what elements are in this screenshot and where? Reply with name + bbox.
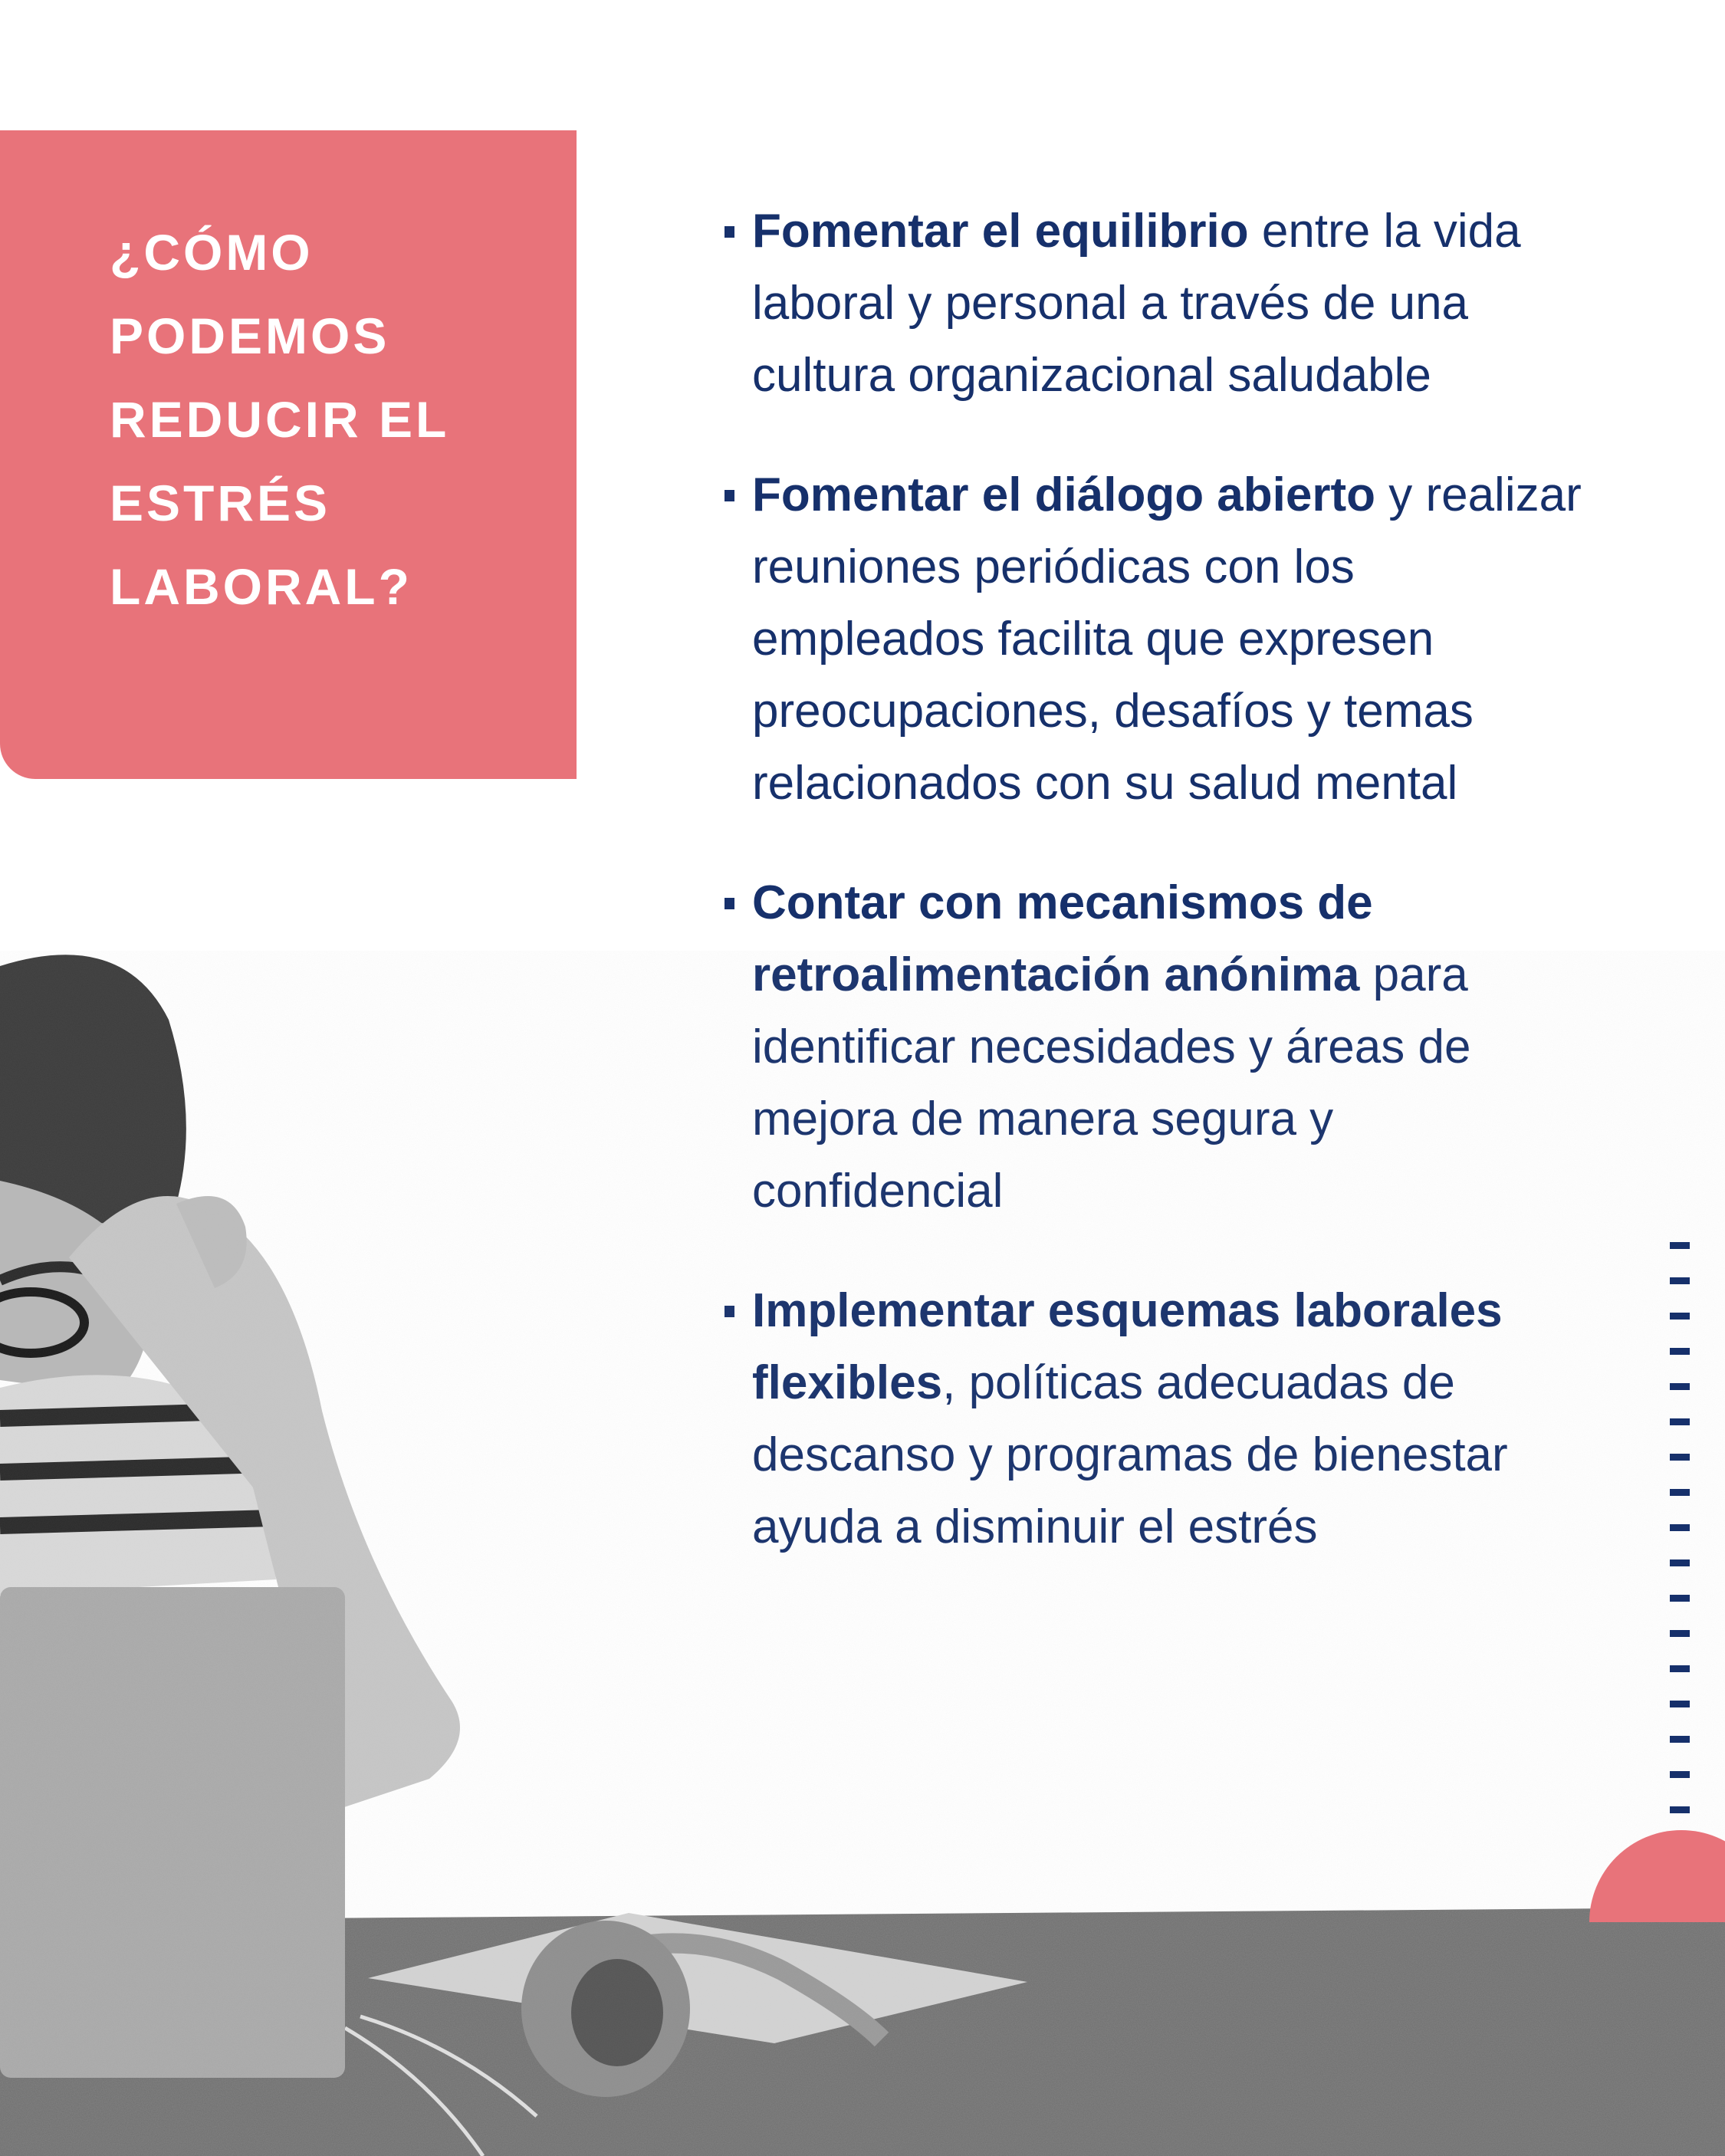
decorative-dashes bbox=[1670, 1242, 1691, 1894]
bullet-icon bbox=[724, 490, 734, 501]
item-text: para identificar necesidades y áreas de mejora de manera segura y confidencial bbox=[752, 948, 1471, 1218]
item-bold: Fomentar el equilibrio bbox=[752, 205, 1249, 258]
item-text: , políticas adecuadas de descanso y programas de bienestar ayuda a disminuir el estrés bbox=[752, 1356, 1508, 1553]
list-item bbox=[724, 196, 1591, 412]
stressed-worker-photo bbox=[0, 951, 1725, 2156]
bullet-icon bbox=[724, 898, 734, 909]
item-bold: Contar con mecanismos de retroalimentación anónima bbox=[752, 876, 1373, 1001]
list-item bbox=[724, 459, 1591, 820]
page-title: ¿CÓMO PODEMOS REDUCIR EL ESTRÉS LABORAL? bbox=[110, 224, 450, 615]
item-text: entre la vida laboral y personal a través de una cultura organizacional saludable bbox=[752, 205, 1521, 402]
item-text: y realizar reuniones periódicas con los empleados facilita que expresen preocupaciones, desafíos y temas relacionados con su salud mental bbox=[752, 468, 1582, 810]
item-bold: Fomentar el diálogo abierto bbox=[752, 468, 1375, 521]
item-bold: Implementar esquemas laborales flexibles bbox=[752, 1284, 1503, 1409]
bullet-icon bbox=[724, 226, 734, 238]
